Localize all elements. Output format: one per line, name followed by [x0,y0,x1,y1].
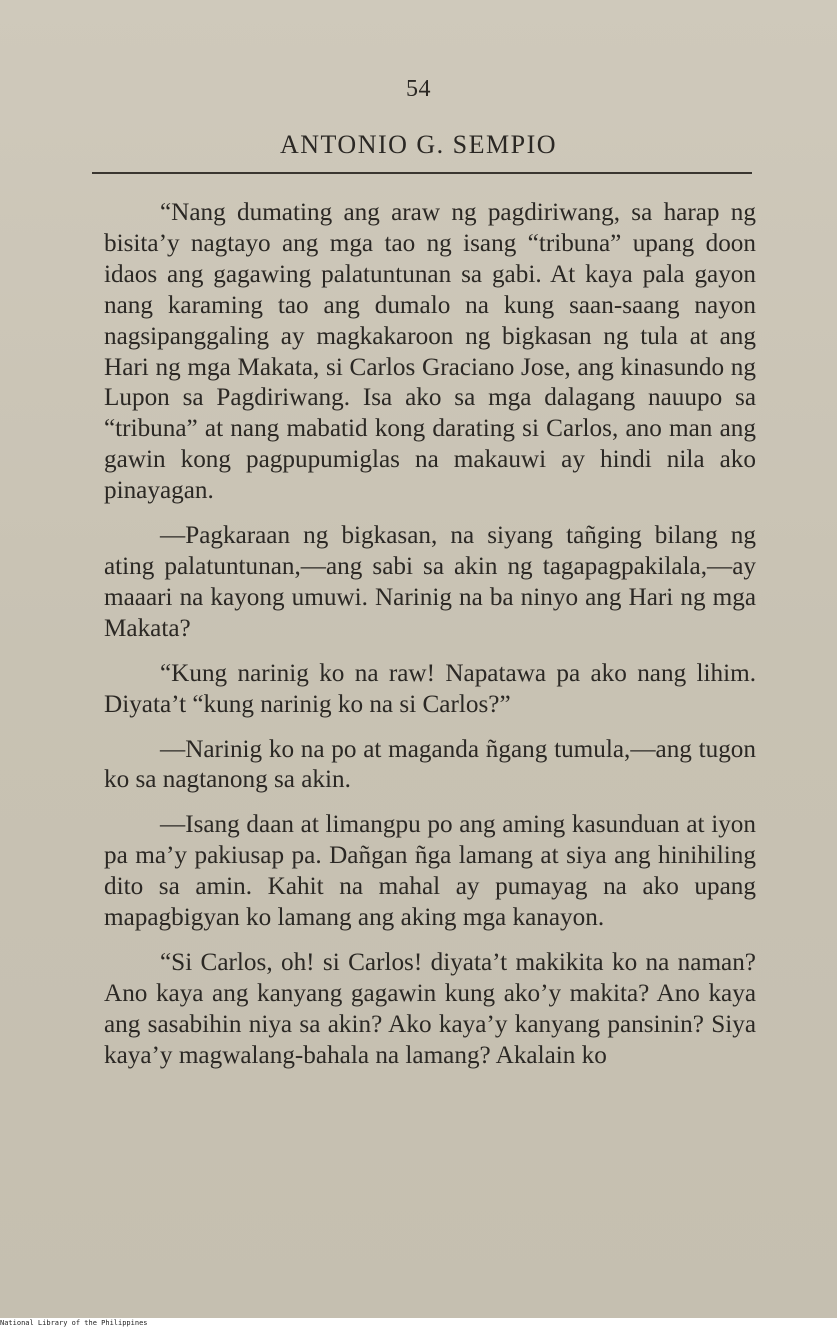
paragraph: —Isang daan at limangpu po ang aming kasunduan at iyon pa ma’y pakiusap pa. Dañgan ñga lamang at siya ang hinihiling dito sa amin. Kahit na mahal ay pumayag na ako upang mapagbigyan ko lamang ang aking mga kanayon. [104,811,756,932]
paragraph: “Nang dumating ang araw ng pagdiriwang, sa harap ng bisita’y nagtayo ang mga tao ng isang “tribuna” upang doon idaos ang gagawing palatuntunan sa gabi. At kaya pala gayon nang karaming tao ang dumalo na kung saan-saang nayon nagsipanggaling ay magkakaroon ng bigkasan ng tula at ang Hari ng mga Makata, si Carlos Graciano Jose, ang kinasundo ng Lupon sa Pagdiriwang. Isa ako sa mga dalagang nauupo sa “tribuna” at nang mabatid kong darating si Carlos, ano man ang gawin kong pagpupumiglas na makauwi ay hindi nila ako pinayagan. [104,199,756,505]
header-rule [92,172,752,174]
running-head-author: ANTONIO G. SEMPIO [279,130,558,159]
paragraph: “Kung narinig ko na raw! Napatawa pa ako nang lihim. Diyata’t “kung narinig ko na si Carlos?” [104,659,756,718]
page-number: 54 [406,76,431,102]
paragraph: —Narinig ko na po at maganda ñgang tumula,—ang tugon ko sa nagtanong sa akin. [104,735,756,794]
paragraph: —Pagkaraan ng bigkasan, na siyang tañging bilang ng ating palatuntunan,—ang sabi sa akin ng tagapagpakilala,—ay maaari na kayong umuwi. Narinig na ba ninyo ang Hari ng mga Makata? [104,522,756,642]
library-credit: National Library of the Philippines [0,1319,152,1328]
paragraph: “Si Carlos, oh! si Carlos! diyata’t makikita ko na naman? Ano kaya ang kanyang gagawin kung ako’y makita? Ano kaya ang sasabihin niya sa akin? Ako kaya’y kanyang pansinin? Siya kaya’y magwalang-bahala na lamang? Akalain ko [104,948,756,1069]
body-text [104,198,756,1072]
